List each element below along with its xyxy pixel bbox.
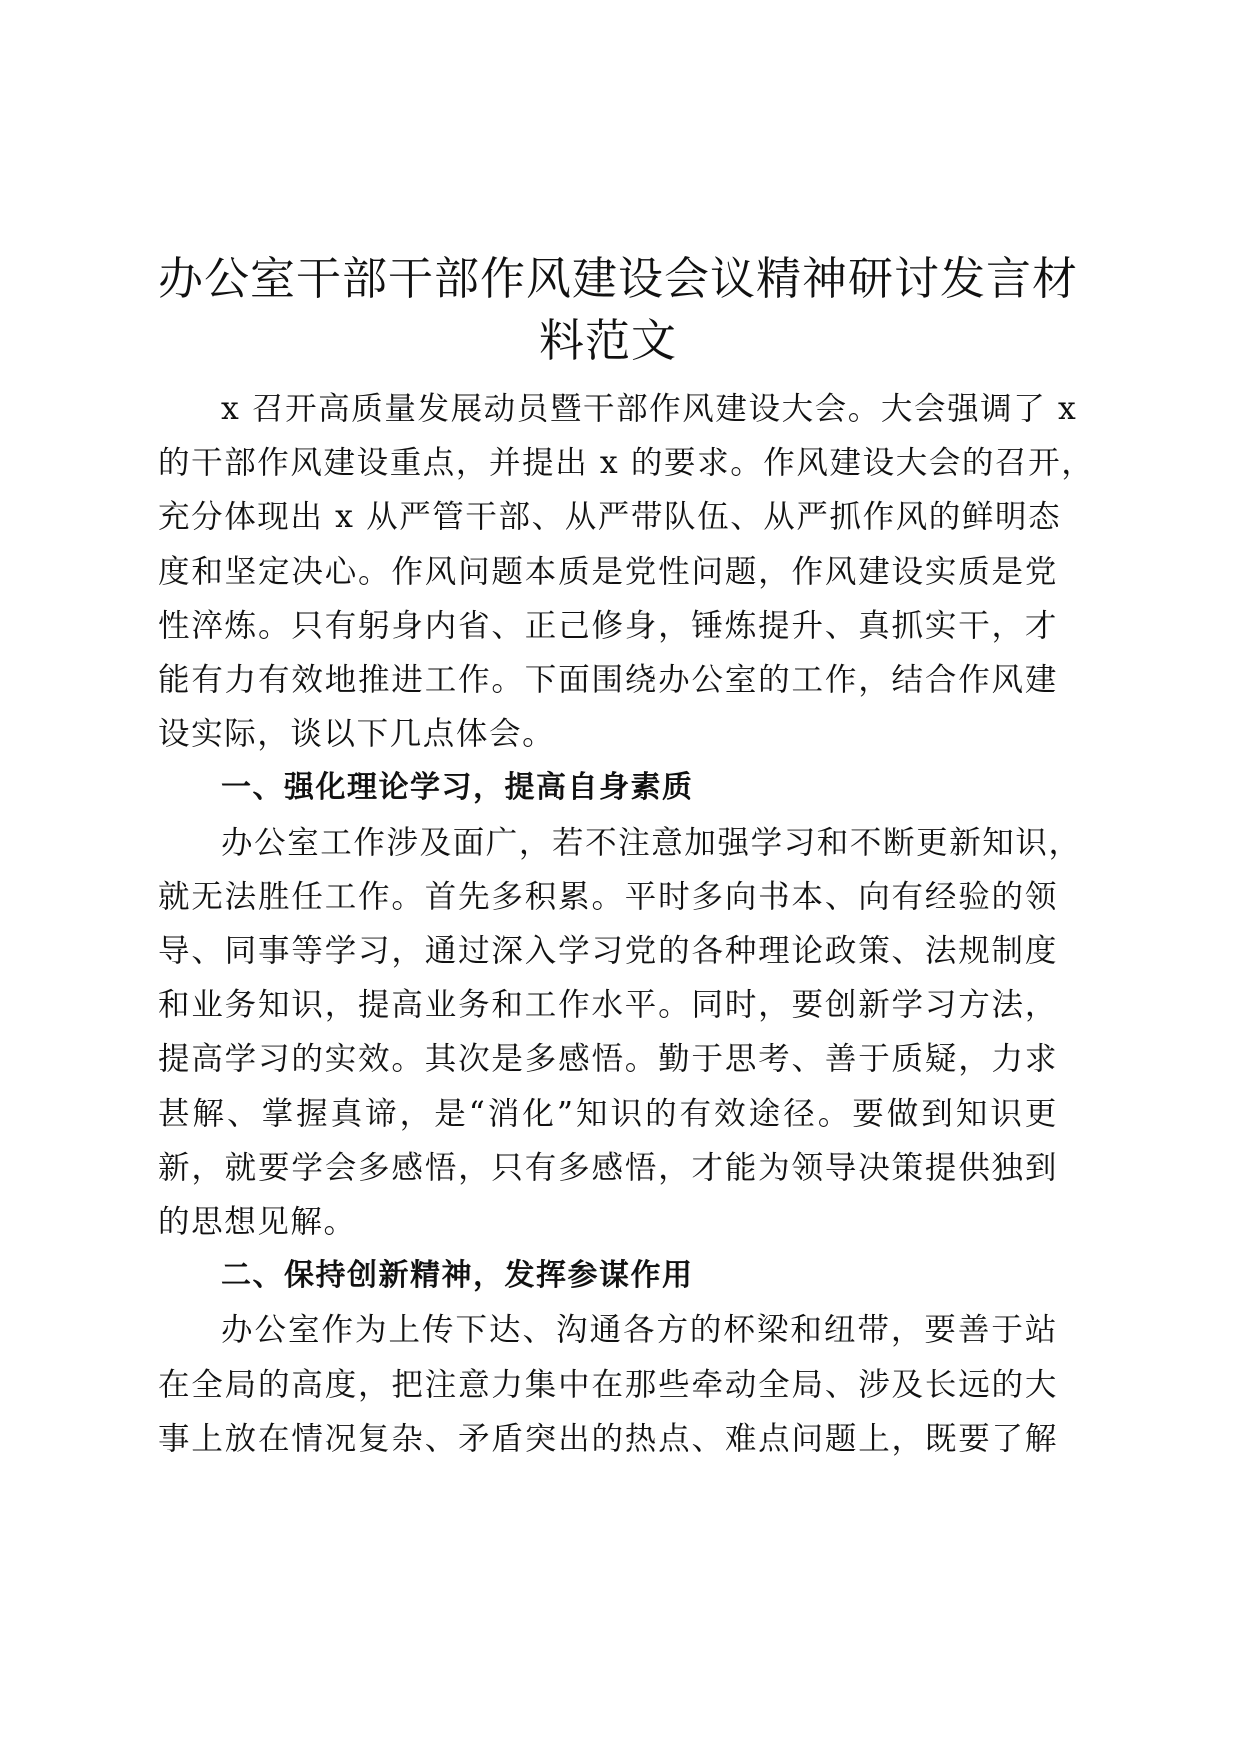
text-line: 能有力有效地推进工作。下面围绕办公室的工作，结合作风建 bbox=[158, 662, 1058, 699]
text-line: 度和坚定决心。作风问题本质是党性问题，作风建设实质是党 bbox=[158, 553, 1058, 590]
intro-paragraph bbox=[158, 382, 1095, 761]
text-line: 办公室工作涉及面广，若不注意加强学习和不断更新知识， bbox=[221, 824, 1082, 861]
title-line: 办公室干部干部作风建设会议精神研讨发言材 bbox=[158, 252, 1079, 305]
document-body bbox=[158, 382, 1095, 1466]
text-line: 提高学习的实效。其次是多感悟。勤于思考、善于质疑，力求 bbox=[158, 1041, 1058, 1078]
text-line: 的干部作风建设重点，并提出 x 的要求。作风建设大会的召开， bbox=[158, 445, 1095, 482]
text-line: 的思想见解。 bbox=[158, 1204, 357, 1241]
text-line: 就无法胜任工作。首先多积累。平时多向书本、向有经验的领 bbox=[158, 878, 1058, 915]
text-line: 导、同事等学习，通过深入学习党的各种理论政策、法规制度 bbox=[158, 933, 1058, 970]
text-line: 甚解、掌握真谛，是“消化”知识的有效途径。要做到知识更 bbox=[158, 1095, 1058, 1132]
section-heading-1: 一、强化理论学习，提高自身素质 bbox=[221, 770, 694, 806]
text-line: 和业务知识，提高业务和工作水平。同时，要创新学习方法， bbox=[158, 987, 1058, 1024]
document-title bbox=[158, 248, 1079, 372]
text-line: 办公室作为上传下达、沟通各方的杯梁和纽带，要善于站 bbox=[221, 1312, 1058, 1349]
text-line: x 召开高质量发展动员暨干部作风建设大会。大会强调了 x bbox=[221, 391, 1078, 427]
section-heading-2: 二、保持创新精神，发挥参谋作用 bbox=[221, 1258, 694, 1294]
title-line: 料范文 bbox=[538, 314, 677, 367]
text-line: 设实际，谈以下几点体会。 bbox=[158, 716, 556, 753]
text-line: 事上放在情况复杂、矛盾突出的热点、难点问题上，既要了解 bbox=[158, 1420, 1058, 1457]
section1-paragraph bbox=[158, 816, 1082, 1250]
section2-paragraph bbox=[158, 1303, 1058, 1466]
text-line: 充分体现出 x 从严管干部、从严带队伍、从严抓作风的鲜明态 bbox=[158, 499, 1062, 536]
text-line: 新，就要学会多感悟，只有多感悟，才能为领导决策提供独到 bbox=[158, 1149, 1058, 1186]
document-page bbox=[158, 248, 1095, 1466]
text-line: 性淬炼。只有躬身内省、正己修身，锤炼提升、真抓实干，才 bbox=[158, 607, 1058, 644]
text-line: 在全局的高度，把注意力集中在那些牵动全局、涉及长远的大 bbox=[158, 1366, 1058, 1403]
